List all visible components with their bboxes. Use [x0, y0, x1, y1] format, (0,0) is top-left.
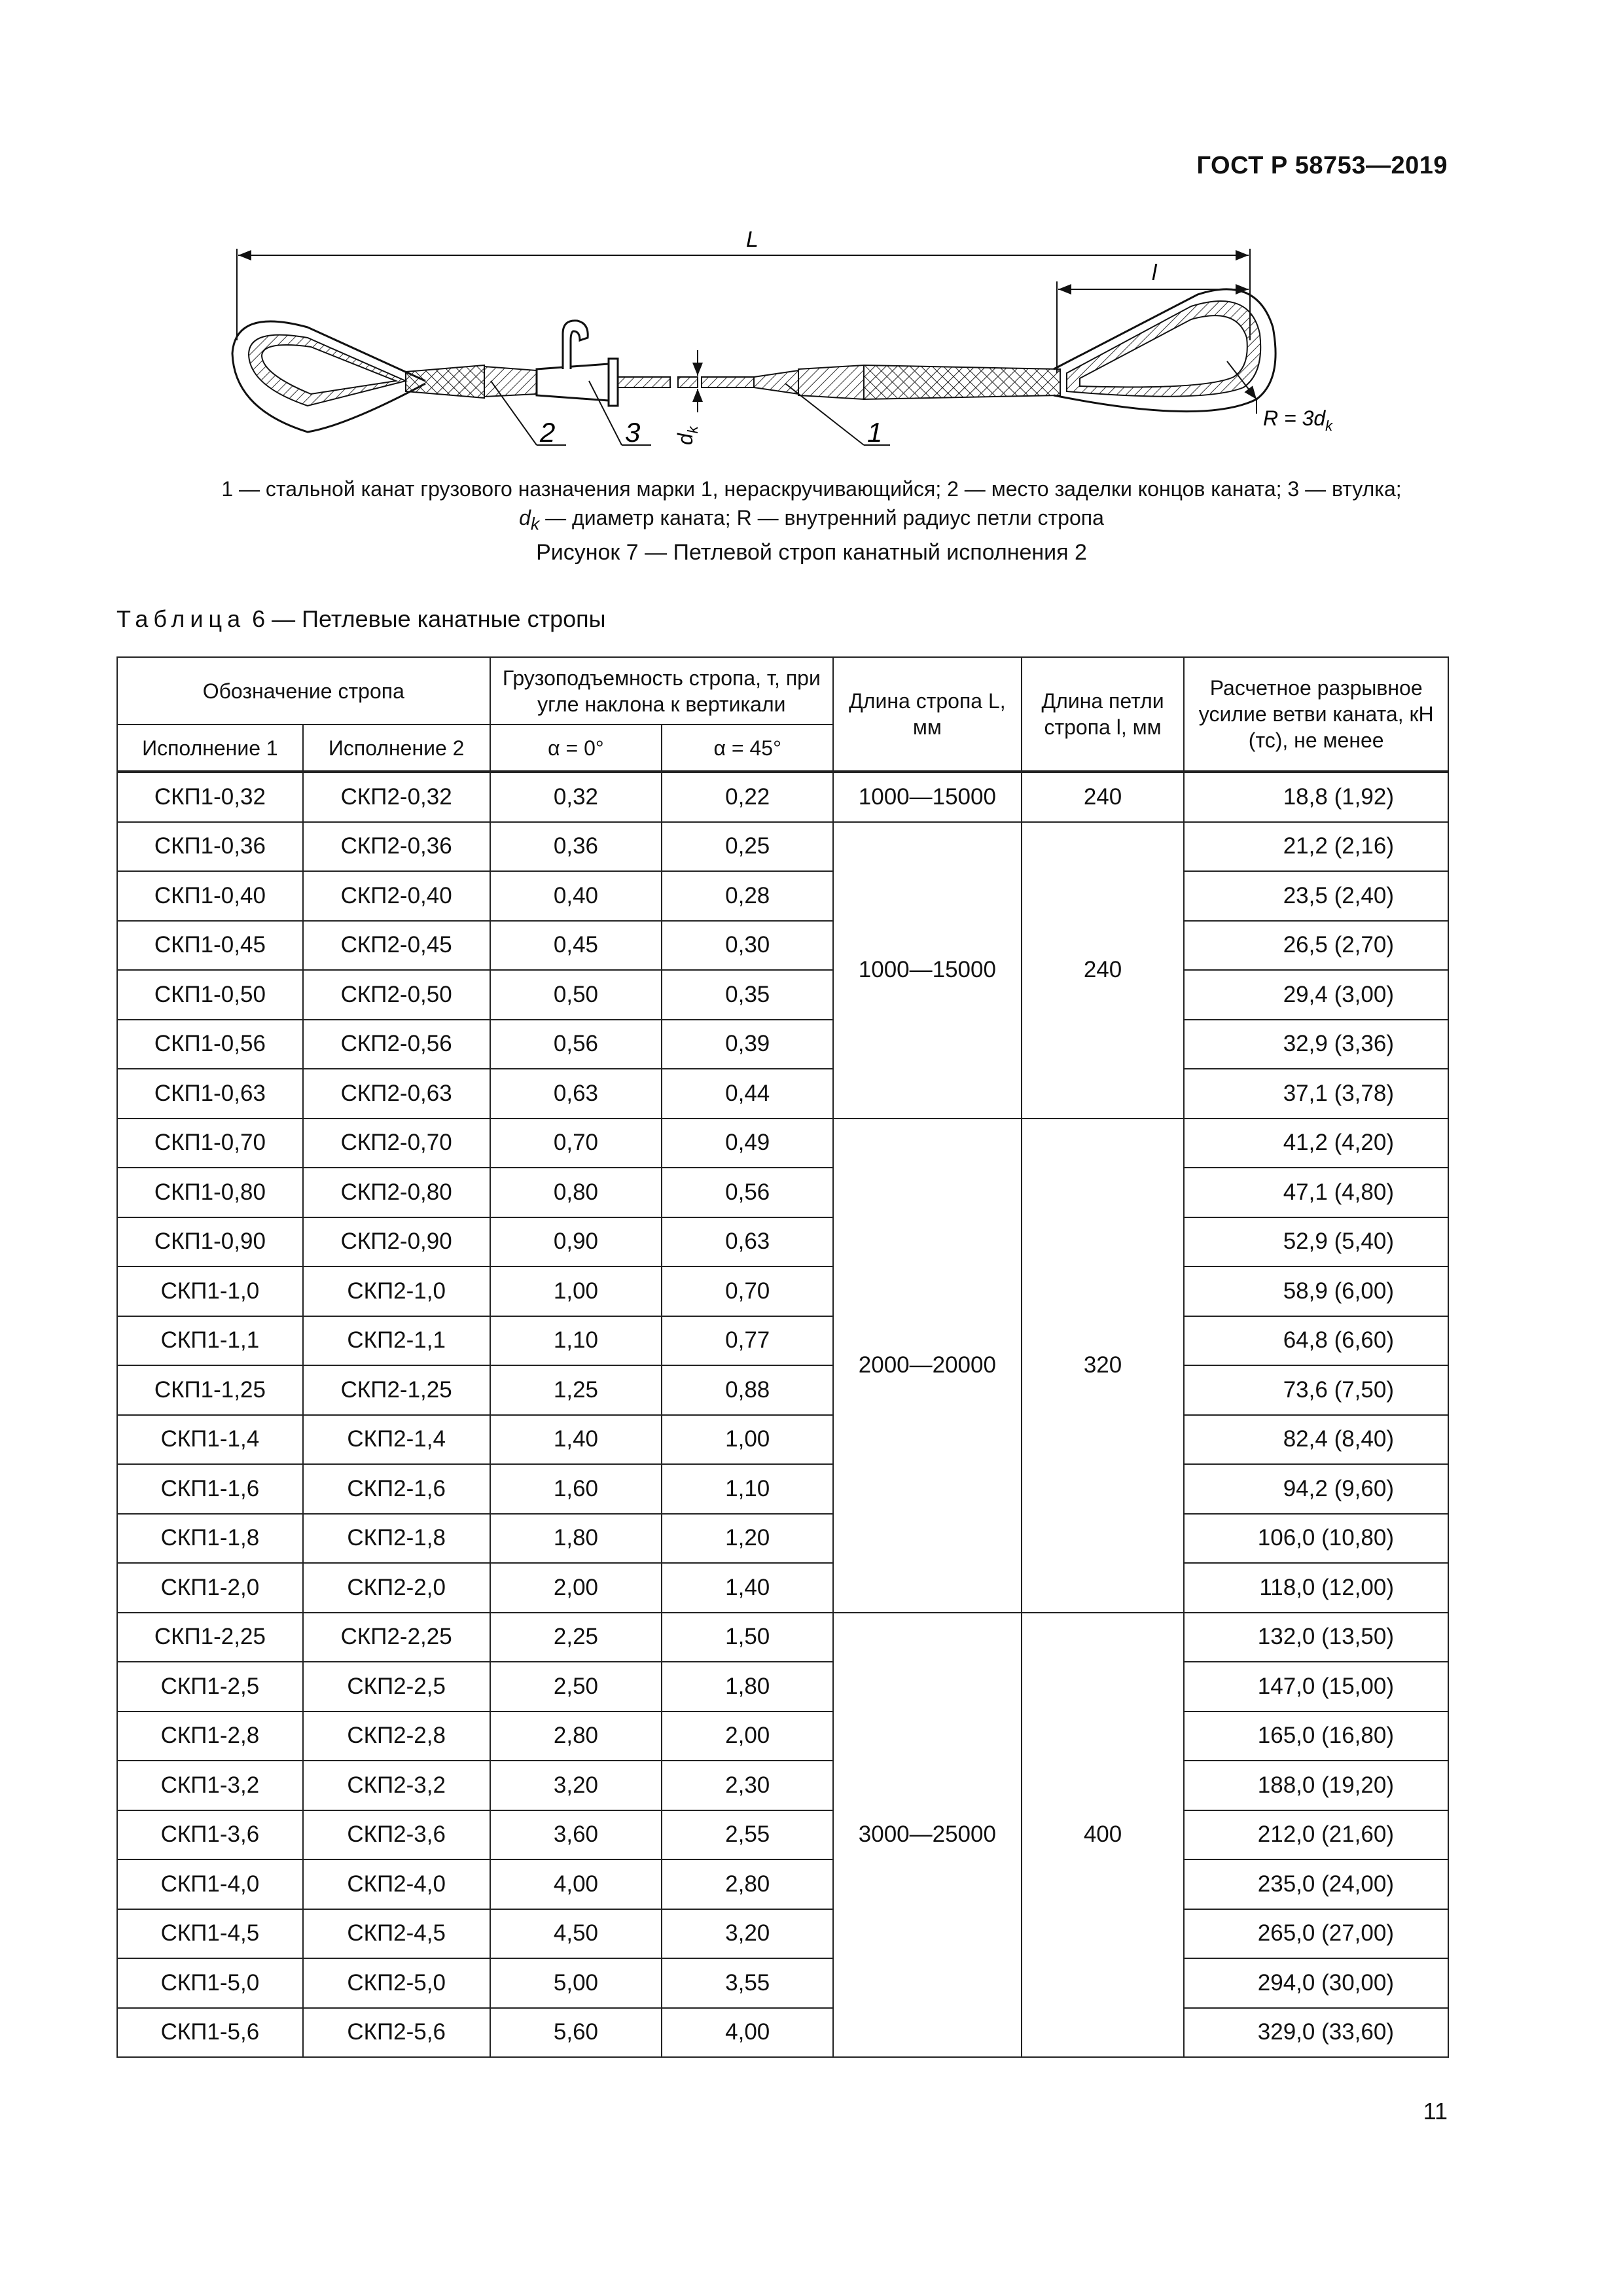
cell-exec1: СКП1-1,1: [117, 1316, 303, 1366]
cell-breaking: 132,0 (13,50): [1184, 1613, 1448, 1662]
cell-exec2: СКП2-4,5: [303, 1909, 490, 1959]
cell-a45: 2,55: [662, 1810, 833, 1860]
table-row: [117, 1514, 1448, 1564]
cell-exec2: СКП2-0,50: [303, 970, 490, 1020]
cell-a0: 3,20: [490, 1761, 662, 1810]
cell-breaking: 37,1 (3,78): [1184, 1069, 1448, 1119]
cell-breaking: 265,0 (27,00): [1184, 1909, 1448, 1959]
cell-breaking: 188,0 (19,20): [1184, 1761, 1448, 1810]
legend-line-2-text: — диаметр каната; R — внутренний радиус петли стропа: [539, 506, 1104, 529]
sling-figure: [209, 209, 1333, 471]
cell-exec1: СКП1-0,45: [117, 921, 303, 971]
table-row: [117, 1563, 1448, 1613]
cell-a0: 1,80: [490, 1514, 662, 1564]
cell-exec2: СКП2-2,5: [303, 1662, 490, 1712]
cell-length-L: 1000—15000: [833, 772, 1022, 822]
header-a45: α = 45°: [662, 725, 833, 772]
cell-a45: 1,50: [662, 1613, 833, 1662]
cell-breaking: 212,0 (21,60): [1184, 1810, 1448, 1860]
cell-exec1: СКП1-2,0: [117, 1563, 303, 1613]
cell-a0: 0,70: [490, 1119, 662, 1168]
cell-exec2: СКП2-2,25: [303, 1613, 490, 1662]
cell-a45: 0,22: [662, 772, 833, 822]
cell-a0: 4,50: [490, 1909, 662, 1959]
cell-exec2: СКП2-1,8: [303, 1514, 490, 1564]
table-row: [117, 921, 1448, 971]
cell-a0: 1,40: [490, 1415, 662, 1465]
cell-exec1: СКП1-0,36: [117, 822, 303, 872]
header-exec1: Исполнение 1: [117, 725, 303, 772]
cell-exec2: СКП2-1,0: [303, 1266, 490, 1316]
cell-breaking: 147,0 (15,00): [1184, 1662, 1448, 1712]
cell-a45: 0,49: [662, 1119, 833, 1168]
cell-exec2: СКП2-0,56: [303, 1020, 490, 1069]
cell-a0: 1,00: [490, 1266, 662, 1316]
table-row: [117, 1712, 1448, 1761]
table-row: [117, 1316, 1448, 1366]
cell-a0: 0,40: [490, 871, 662, 921]
label-dk-sub: k: [685, 426, 701, 434]
header-capacity: Грузоподъемность стропа, т, при угле наклона к вертикали: [490, 657, 834, 725]
header-designation: Обозначение стропа: [117, 657, 490, 725]
cell-breaking: 52,9 (5,40): [1184, 1217, 1448, 1267]
table-body: [117, 772, 1448, 2057]
label-L: L: [746, 227, 758, 252]
cell-breaking: 23,5 (2,40): [1184, 871, 1448, 921]
cell-exec2: СКП2-4,0: [303, 1859, 490, 1909]
cell-a0: 0,32: [490, 772, 662, 822]
table-row: [117, 1168, 1448, 1217]
cell-a0: 3,60: [490, 1810, 662, 1860]
cell-breaking: 18,8 (1,92): [1184, 772, 1448, 822]
cell-length-l: 240: [1022, 822, 1185, 1119]
cell-breaking: 106,0 (10,80): [1184, 1514, 1448, 1564]
label-r-group: [1263, 406, 1333, 434]
right-taper-2: [798, 365, 864, 399]
cell-breaking: 29,4 (3,00): [1184, 970, 1448, 1020]
cell-a45: 0,70: [662, 1266, 833, 1316]
cell-exec1: СКП1-4,5: [117, 1909, 303, 1959]
cell-exec1: СКП1-0,32: [117, 772, 303, 822]
cell-exec2: СКП2-0,45: [303, 921, 490, 971]
cell-a0: 0,80: [490, 1168, 662, 1217]
cell-breaking: 118,0 (12,00): [1184, 1563, 1448, 1613]
cell-a0: 1,10: [490, 1316, 662, 1366]
callout-3: 3: [625, 417, 641, 448]
left-splice: [406, 365, 484, 398]
label-r-sub: k: [1325, 418, 1333, 434]
cell-a0: 5,00: [490, 1958, 662, 2008]
cell-exec2: СКП2-0,32: [303, 772, 490, 822]
cell-exec1: СКП1-3,6: [117, 1810, 303, 1860]
table-row: [117, 1415, 1448, 1465]
cell-a45: 0,63: [662, 1217, 833, 1267]
cell-a45: 1,20: [662, 1514, 833, 1564]
cell-breaking: 82,4 (8,40): [1184, 1415, 1448, 1465]
cell-a45: 1,40: [662, 1563, 833, 1613]
cell-a0: 4,00: [490, 1859, 662, 1909]
header-a0: α = 0°: [490, 725, 662, 772]
table-row: [117, 1365, 1448, 1415]
cell-a45: 0,30: [662, 921, 833, 971]
cell-a0: 2,00: [490, 1563, 662, 1613]
cell-exec1: СКП1-5,6: [117, 2008, 303, 2058]
cell-a0: 0,50: [490, 970, 662, 1020]
cell-a45: 3,20: [662, 1909, 833, 1959]
cell-breaking: 64,8 (6,60): [1184, 1316, 1448, 1366]
cell-a45: 0,28: [662, 871, 833, 921]
cell-breaking: 165,0 (16,80): [1184, 1712, 1448, 1761]
cell-exec2: СКП2-0,36: [303, 822, 490, 872]
cell-length-L: 1000—15000: [833, 822, 1022, 1119]
cell-exec1: СКП1-1,25: [117, 1365, 303, 1415]
cell-a45: 2,30: [662, 1761, 833, 1810]
label-dk: d: [673, 433, 697, 445]
cell-exec2: СКП2-5,0: [303, 1958, 490, 2008]
right-splice: [864, 365, 1060, 399]
cell-exec2: СКП2-5,6: [303, 2008, 490, 2058]
cell-exec1: СКП1-5,0: [117, 1958, 303, 2008]
cell-exec2: СКП2-1,4: [303, 1415, 490, 1465]
cell-length-L: 3000—25000: [833, 1613, 1022, 2058]
cell-a45: 3,55: [662, 1958, 833, 2008]
cell-a45: 2,00: [662, 1712, 833, 1761]
svg-text:dk: [673, 425, 701, 445]
legend-dk-sub: k: [530, 514, 540, 534]
label-dk-group: [673, 425, 701, 445]
header-length-L: Длина стропа L, мм: [833, 657, 1022, 772]
callout-1: 1: [867, 417, 883, 448]
cell-exec1: СКП1-0,90: [117, 1217, 303, 1267]
figure-legend: [105, 475, 1518, 538]
sling-drawing: [209, 209, 1333, 471]
cell-breaking: 94,2 (9,60): [1184, 1464, 1448, 1514]
cell-a45: 0,25: [662, 822, 833, 872]
cell-breaking: 294,0 (30,00): [1184, 1958, 1448, 2008]
header-breaking: Расчетное разрывное усилие ветви каната, кН (тс), не менее: [1184, 657, 1448, 772]
cell-length-l: 240: [1022, 772, 1185, 822]
cell-exec2: СКП2-2,8: [303, 1712, 490, 1761]
cell-exec2: СКП2-1,6: [303, 1464, 490, 1514]
cell-a0: 2,80: [490, 1712, 662, 1761]
callout-2: 2: [540, 417, 556, 448]
table-row: [117, 1810, 1448, 1860]
legend-dk: d: [519, 506, 531, 529]
cell-length-l: 400: [1022, 1613, 1185, 2058]
header-length-l: Длина петли стропа l, мм: [1022, 657, 1185, 772]
table-row: [117, 2008, 1448, 2058]
cell-a45: 0,77: [662, 1316, 833, 1366]
cell-breaking: 26,5 (2,70): [1184, 921, 1448, 971]
table-row: [117, 822, 1448, 872]
table-row: [117, 1069, 1448, 1119]
right-taper: [754, 370, 798, 394]
header-exec2: Исполнение 2: [303, 725, 490, 772]
cell-exec2: СКП2-1,1: [303, 1316, 490, 1366]
cell-a0: 0,63: [490, 1069, 662, 1119]
cell-exec2: СКП2-3,2: [303, 1761, 490, 1810]
cell-breaking: 21,2 (2,16): [1184, 822, 1448, 872]
cell-exec2: СКП2-0,70: [303, 1119, 490, 1168]
cell-exec1: СКП1-0,40: [117, 871, 303, 921]
table-row: [117, 1909, 1448, 1959]
cell-exec1: СКП1-0,70: [117, 1119, 303, 1168]
cell-exec2: СКП2-0,90: [303, 1217, 490, 1267]
table-row: [117, 1613, 1448, 1662]
table-row: [117, 1662, 1448, 1712]
cell-exec1: СКП1-0,50: [117, 970, 303, 1020]
cell-a45: 4,00: [662, 2008, 833, 2058]
table-title-prefix: Таблица: [116, 605, 246, 632]
table-title: [116, 605, 605, 633]
table-row: [117, 1266, 1448, 1316]
slings-table: [116, 656, 1449, 2058]
cell-a45: 1,80: [662, 1662, 833, 1712]
cell-a0: 1,60: [490, 1464, 662, 1514]
cell-length-l: 320: [1022, 1119, 1185, 1613]
cell-a45: 1,00: [662, 1415, 833, 1465]
cell-exec1: СКП1-1,4: [117, 1415, 303, 1465]
table-row: [117, 1761, 1448, 1810]
table-row: [117, 1958, 1448, 2008]
cell-breaking: 32,9 (3,36): [1184, 1020, 1448, 1069]
cell-exec2: СКП2-0,63: [303, 1069, 490, 1119]
cell-a45: 0,88: [662, 1365, 833, 1415]
cell-a45: 0,35: [662, 970, 833, 1020]
cell-a0: 0,56: [490, 1020, 662, 1069]
cell-a0: 0,45: [490, 921, 662, 971]
table-row: [117, 1464, 1448, 1514]
table-row: [117, 1859, 1448, 1909]
cell-exec2: СКП2-2,0: [303, 1563, 490, 1613]
cell-a45: 2,80: [662, 1859, 833, 1909]
rope-segment-3: [702, 377, 754, 387]
cell-a45: 0,56: [662, 1168, 833, 1217]
cell-exec1: СКП1-2,5: [117, 1662, 303, 1712]
cell-a45: 0,39: [662, 1020, 833, 1069]
table-row: [117, 1119, 1448, 1168]
cell-breaking: 73,6 (7,50): [1184, 1365, 1448, 1415]
cell-a45: 0,44: [662, 1069, 833, 1119]
sleeve-flange: [609, 359, 618, 406]
table-row: [117, 970, 1448, 1020]
document-header: ГОСТ Р 58753—2019: [1196, 152, 1448, 179]
cell-exec1: СКП1-1,8: [117, 1514, 303, 1564]
cell-exec1: СКП1-0,80: [117, 1168, 303, 1217]
rope-segment-1: [618, 377, 670, 387]
cell-breaking: 58,9 (6,00): [1184, 1266, 1448, 1316]
cell-a0: 5,60: [490, 2008, 662, 2058]
cell-exec1: СКП1-2,25: [117, 1613, 303, 1662]
cell-exec2: СКП2-0,80: [303, 1168, 490, 1217]
label-r: R = 3d: [1263, 406, 1326, 430]
cell-a0: 0,90: [490, 1217, 662, 1267]
cell-exec1: СКП1-2,8: [117, 1712, 303, 1761]
cell-a0: 2,25: [490, 1613, 662, 1662]
cell-a0: 0,36: [490, 822, 662, 872]
label-l: l: [1152, 260, 1157, 285]
figure-caption: Рисунок 7 — Петлевой строп канатный исполнения 2: [536, 540, 1087, 565]
legend-line-2: [105, 503, 1518, 538]
cell-breaking: 329,0 (33,60): [1184, 2008, 1448, 2058]
cell-a0: 2,50: [490, 1662, 662, 1712]
cell-breaking: 47,1 (4,80): [1184, 1168, 1448, 1217]
sleeve: [537, 364, 609, 401]
rope-segment-2: [678, 377, 698, 387]
left-taper: [484, 367, 537, 397]
cell-exec1: СКП1-3,2: [117, 1761, 303, 1810]
table-row: [117, 1020, 1448, 1069]
table-row: [117, 871, 1448, 921]
page-number: 11: [1423, 2098, 1448, 2125]
hook: [563, 321, 588, 369]
cell-length-L: 2000—20000: [833, 1119, 1022, 1613]
cell-exec1: СКП1-0,56: [117, 1020, 303, 1069]
cell-exec1: СКП1-4,0: [117, 1859, 303, 1909]
cell-exec2: СКП2-1,25: [303, 1365, 490, 1415]
table-row: [117, 1217, 1448, 1267]
cell-exec2: СКП2-0,40: [303, 871, 490, 921]
cell-a45: 1,10: [662, 1464, 833, 1514]
cell-exec1: СКП1-1,6: [117, 1464, 303, 1514]
cell-exec2: СКП2-3,6: [303, 1810, 490, 1860]
table-title-rest: 6 — Петлевые канатные стропы: [245, 605, 606, 632]
cell-breaking: 41,2 (4,20): [1184, 1119, 1448, 1168]
cell-exec1: СКП1-0,63: [117, 1069, 303, 1119]
table-row: [117, 772, 1448, 822]
cell-breaking: 235,0 (24,00): [1184, 1859, 1448, 1909]
cell-exec1: СКП1-1,0: [117, 1266, 303, 1316]
cell-a0: 1,25: [490, 1365, 662, 1415]
legend-line-1: 1 — стальной канат грузового назначения марки 1, нераскручивающийся; 2 — место заделки концов каната; 3 — втулка;: [221, 477, 1402, 501]
